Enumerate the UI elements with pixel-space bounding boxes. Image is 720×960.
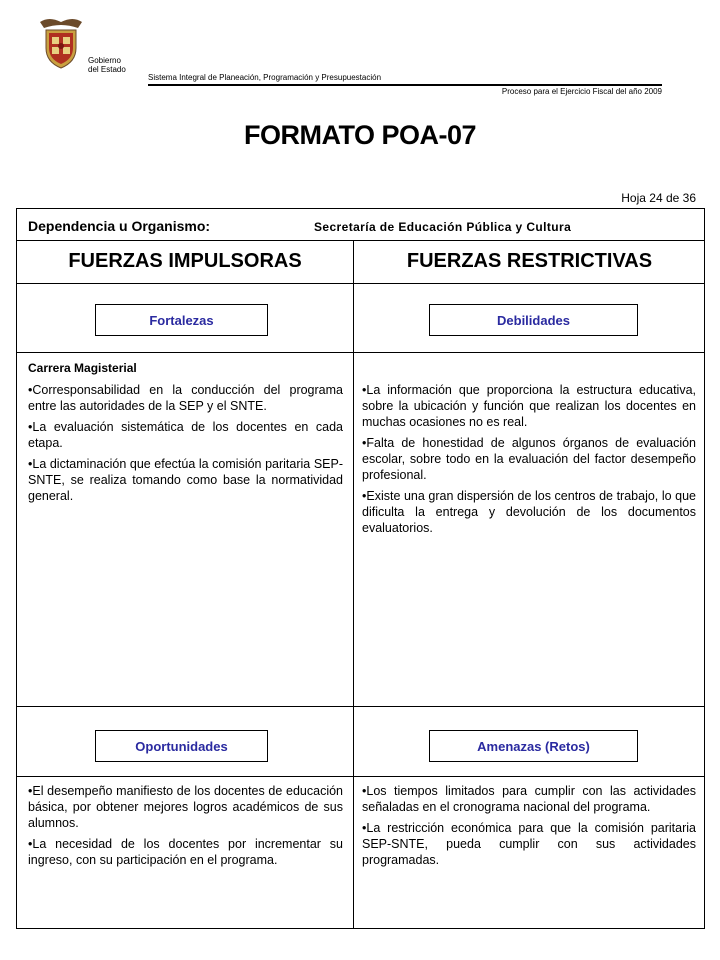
list-item: •Falta de honestidad de algunos órganos de evaluación escolar, sobre todo en la evaluación del factor desempeño profesional. bbox=[362, 436, 696, 482]
list-item: •Corresponsabilidad en la conducción del programa entre las autoridades de la SEP y el SNTE. bbox=[28, 383, 343, 413]
debilidades-content bbox=[362, 382, 696, 541]
list-item: •Los tiempos limitados para cumplir con las actividades señaladas en el cronograma nacional del programa. bbox=[362, 784, 696, 814]
dependency-value: Secretaría de Educación Pública y Cultura bbox=[314, 220, 572, 234]
dependency-label: Dependencia u Organismo: bbox=[28, 218, 211, 234]
driving-forces-heading: FUERZAS IMPULSORAS bbox=[68, 250, 302, 272]
header-divider bbox=[148, 84, 662, 86]
document-header bbox=[0, 0, 720, 110]
row-separator bbox=[17, 706, 704, 707]
list-item: •La necesidad de los docentes por incrementar su ingreso, con su participación en el programa. bbox=[28, 837, 343, 867]
page-title: FORMATO POA-07 bbox=[243, 120, 477, 150]
row-separator bbox=[17, 776, 704, 777]
process-year: Proceso para el Ejercicio Fiscal del año 2009 bbox=[501, 87, 662, 96]
list-item: •La información que proporciona la estructura educativa, sobre la ubicación y función que realizan los docentes en muchas ocasiones no es real. bbox=[362, 383, 696, 429]
fortalezas-content bbox=[28, 360, 343, 509]
government-label bbox=[88, 56, 126, 74]
gov-line-1: Gobierno bbox=[88, 56, 121, 65]
forces-header-row bbox=[17, 241, 704, 284]
list-item: •Existe una gran dispersión de los centros de trabajo, lo que dificulta la entrega y devolución de los documentos evaluatorios. bbox=[362, 489, 696, 535]
state-seal-icon bbox=[34, 16, 88, 70]
fortalezas-label: Fortalezas bbox=[95, 304, 268, 336]
list-item: •El desempeño manifiesto de los docentes de educación básica, por obtener mejores logros académicos de sus alumnos. bbox=[28, 784, 343, 830]
amenazas-content bbox=[362, 783, 696, 873]
system-name: Sistema Integral de Planeación, Programación y Presupuestación bbox=[148, 73, 382, 82]
list-item: •La dictaminación que efectúa la comisión paritaria SEP-SNTE, se realiza tomando como base la normatividad general. bbox=[28, 457, 343, 503]
oportunidades-content bbox=[28, 783, 343, 873]
oportunidades-label: Oportunidades bbox=[95, 730, 268, 762]
restraining-forces-heading: FUERZAS RESTRICTIVAS bbox=[406, 250, 653, 272]
poa-form-table bbox=[16, 208, 705, 929]
dependency-row bbox=[17, 209, 704, 241]
row-separator bbox=[17, 352, 704, 353]
amenazas-label: Amenazas (Retos) bbox=[429, 730, 638, 762]
page-number: Hoja 24 de 36 bbox=[621, 191, 696, 205]
fortalezas-subtitle: Carrera Magisterial bbox=[28, 361, 137, 375]
debilidades-label: Debilidades bbox=[429, 304, 638, 336]
gov-line-2: del Estado bbox=[88, 65, 126, 74]
column-divider bbox=[353, 241, 354, 929]
list-item: •La restricción económica para que la comisión paritaria SEP-SNTE, pueda cumplir con sus actividades programadas. bbox=[362, 821, 696, 867]
list-item: •La evaluación sistemática de los docentes en cada etapa. bbox=[28, 420, 343, 450]
